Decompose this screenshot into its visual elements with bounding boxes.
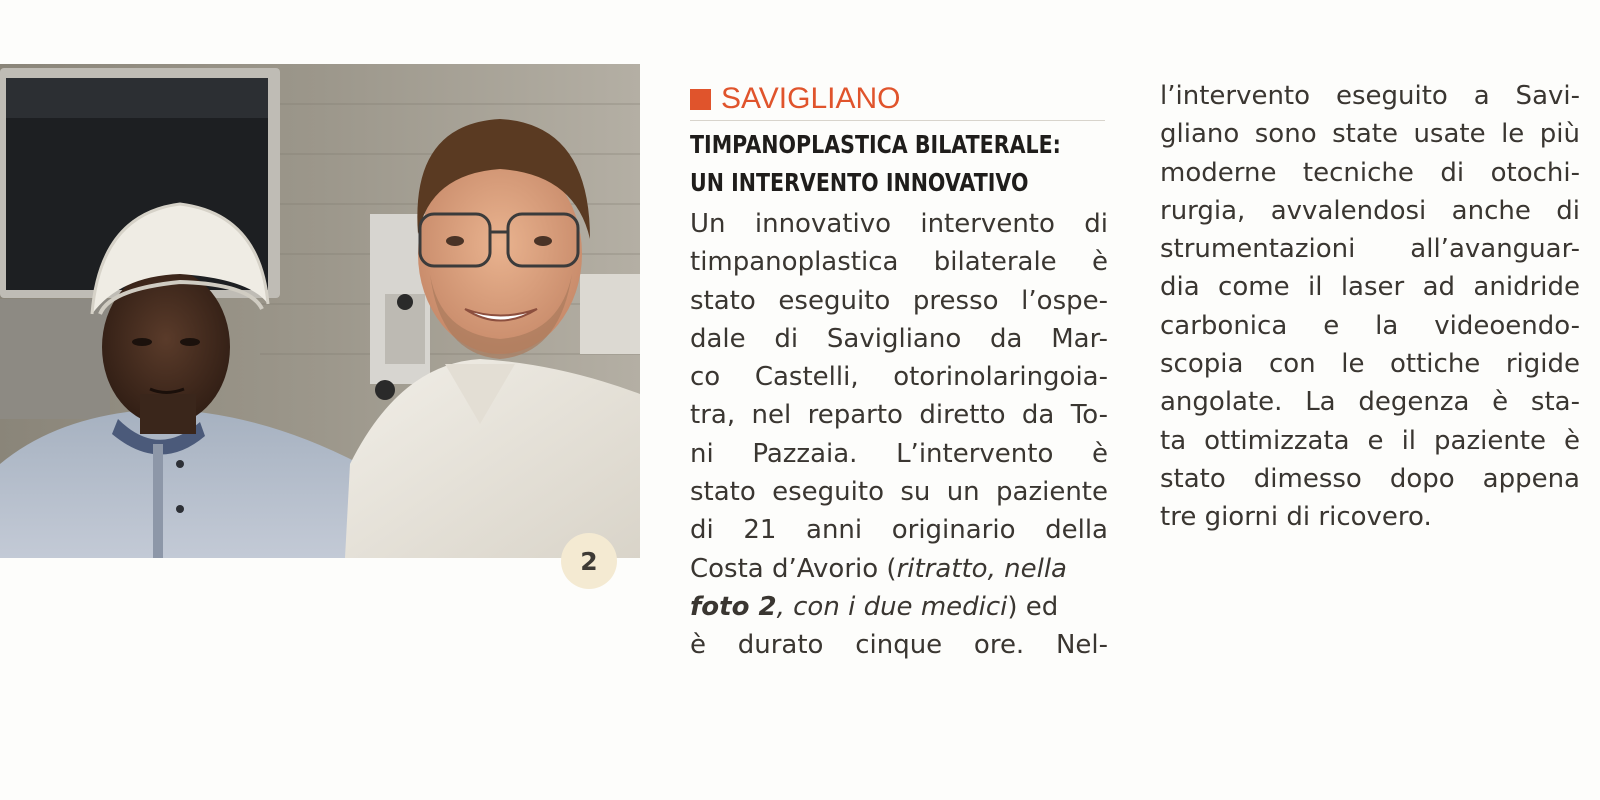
body-line: tra, nel reparto diretto da To- <box>690 400 1108 431</box>
body-line: è durato cinque ore. Nel- <box>690 630 1108 661</box>
article-photo <box>0 64 640 576</box>
body-line: stato eseguito presso l’ospe- <box>690 285 1108 316</box>
headline-line-2: UN INTERVENTO INNOVATIVO <box>690 168 1029 197</box>
body-text: Costa d’Avorio ( <box>690 553 897 584</box>
portrait-photo-two-men-icon <box>0 64 640 558</box>
body-line: stato dimesso dopo appena <box>1160 463 1580 494</box>
body-line: angolate. La degenza è sta- <box>1160 387 1580 418</box>
photo-number-badge: 2 <box>561 533 617 589</box>
kicker-square-icon <box>690 89 711 110</box>
body-line: rurgia, avvalendosi anche di <box>1160 195 1580 226</box>
body-line: gliano sono state usate le più <box>1160 119 1580 150</box>
body-line: dale di Savigliano da Mar- <box>690 323 1108 354</box>
body-line: l’intervento eseguito a Savi- <box>1160 81 1580 111</box>
body-line: moderne tecniche di otochi- <box>1160 157 1580 188</box>
body-line: strumentazioni all’avanguar- <box>1160 234 1580 265</box>
article-column-1 <box>690 205 1108 665</box>
section-kicker <box>690 80 901 118</box>
body-line-mixed <box>690 550 1067 588</box>
body-line: co Castelli, otorinolaringoia- <box>690 362 1108 393</box>
body-line: ni Pazzaia. L’intervento è <box>690 438 1108 469</box>
body-line: stato eseguito su un paziente <box>690 477 1108 508</box>
body-line: di 21 anni originario della <box>690 515 1108 546</box>
body-line: scopia con le ottiche rigide <box>1160 349 1580 380</box>
body-line: ta ottimizzata e il paziente è <box>1160 425 1580 456</box>
caption-reference: ritratto, nella <box>896 553 1067 584</box>
photo-reference: foto 2 <box>690 591 777 622</box>
body-line: Un innovativo intervento di <box>690 209 1108 239</box>
kicker-label: SAVIGLIANO <box>721 82 901 115</box>
article-headline <box>690 126 1060 202</box>
kicker-divider <box>690 120 1105 121</box>
body-text: ) ed <box>1007 591 1059 622</box>
body-line: timpanoplastica bilaterale è <box>690 247 1108 278</box>
caption-reference: , con i due medici <box>776 591 1008 622</box>
body-line: carbonica e la videoendo- <box>1160 310 1580 341</box>
body-line-last: tre giorni di ricovero. <box>1160 502 1432 533</box>
headline-line-1: TIMPANOPLASTICA BILATERALE: <box>690 130 1061 159</box>
article-column-2 <box>1160 77 1580 537</box>
body-line-mixed <box>690 588 1058 626</box>
body-line: dia come il laser ad anidride <box>1160 272 1580 303</box>
